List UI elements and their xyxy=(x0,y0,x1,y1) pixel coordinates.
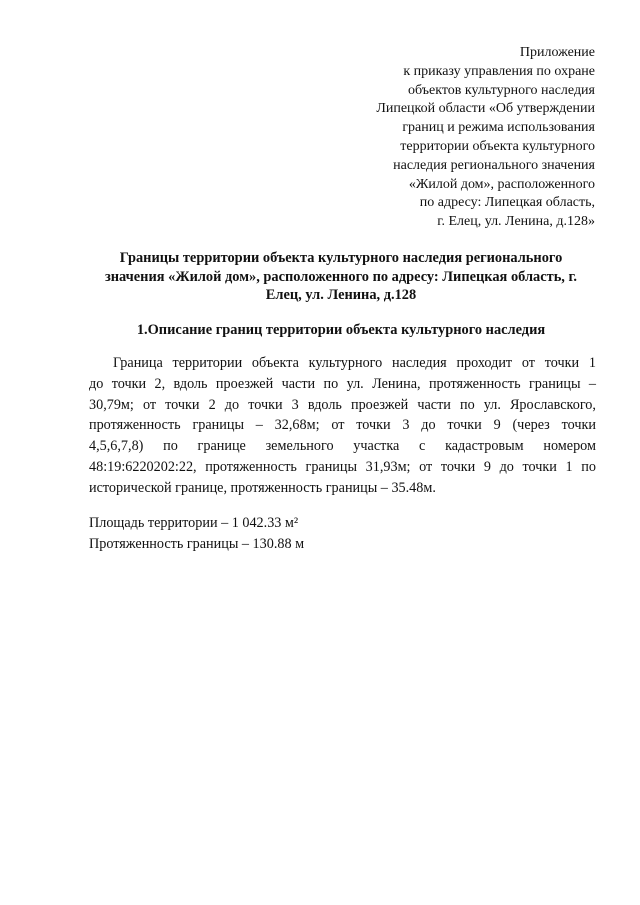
paragraph-word: объекта xyxy=(251,355,299,371)
paragraph-word: с xyxy=(419,438,426,455)
paragraph-word: территории xyxy=(172,355,243,371)
paragraph-word: границы xyxy=(305,458,358,475)
paragraph-word: – xyxy=(255,417,263,434)
paragraph-word: вдоль xyxy=(307,396,342,413)
paragraph-word: проезжей xyxy=(215,375,274,392)
paragraph-line xyxy=(89,415,596,436)
paragraph-word: 2, xyxy=(154,375,166,392)
paragraph-word: границы xyxy=(528,375,581,392)
paragraph-word: 31,93м; xyxy=(365,458,411,475)
paragraph-word: 1 xyxy=(588,355,596,371)
paragraph-word: от xyxy=(142,396,157,413)
paragraph-word: до xyxy=(421,417,436,434)
paragraph-word: части xyxy=(417,396,451,413)
appendix-block xyxy=(235,44,595,232)
paragraph-word: проходит xyxy=(456,355,513,371)
paragraph-word: 3 xyxy=(402,417,410,434)
section-heading: 1.Описание границ территории объекта культурного наследия xyxy=(136,322,546,338)
paragraph-word: 30,79м; xyxy=(89,396,134,413)
title-line: Границы территории объекта культурного наследия регионального xyxy=(119,250,563,266)
paragraph-word: точки xyxy=(356,417,391,434)
paragraph-word: ул. xyxy=(483,396,501,413)
paragraph-word: 32,68м; xyxy=(274,417,320,434)
paragraph-word: от xyxy=(419,458,433,475)
paragraph-word: 48:19:6220202:22, xyxy=(89,458,197,475)
appendix-line: Приложение xyxy=(519,45,595,60)
paragraph-line xyxy=(89,353,596,374)
paragraph-word: кадастровым xyxy=(445,438,524,455)
paragraph-line xyxy=(89,374,596,395)
paragraph-line xyxy=(89,457,596,478)
paragraph-word: по xyxy=(323,375,339,392)
paragraph-word: 4,5,6,7,8) xyxy=(89,438,144,455)
paragraph-word: от xyxy=(521,355,535,371)
paragraph-word: 9 xyxy=(483,458,491,475)
paragraph-word: 3 xyxy=(291,396,299,413)
paragraph-word: по xyxy=(459,396,475,413)
paragraph-word: ул. xyxy=(346,375,364,392)
appendix-line: территории объекта культурного xyxy=(400,138,595,154)
appendix-line: «Жилой дом», расположенного xyxy=(408,176,595,192)
paragraph-word: границы xyxy=(192,417,244,434)
paragraph-word: точки xyxy=(248,396,283,413)
paragraph-word: точки xyxy=(165,396,200,413)
paragraph-word: точки xyxy=(522,458,557,475)
appendix-line: наследия регионального значения xyxy=(393,157,595,173)
paragraph-word: точки xyxy=(447,417,482,434)
paragraph-word: до xyxy=(89,375,104,392)
title-line: Елец, ул. Ленина, д.128 xyxy=(265,287,417,303)
paragraph-word: наследия xyxy=(391,355,447,371)
paragraph-word: 2 xyxy=(208,396,216,413)
appendix-line: к приказу управления по охране xyxy=(403,63,595,79)
paragraph-word: Граница xyxy=(113,355,163,371)
paragraph-word: Ярославского, xyxy=(509,396,596,413)
paragraph-word: проезжей xyxy=(350,396,409,413)
paragraph-word: точки xyxy=(544,355,580,371)
paragraph-word: по xyxy=(581,458,596,475)
paragraph-word: участка xyxy=(353,438,400,455)
boundary-description xyxy=(89,353,596,499)
paragraph-word: от xyxy=(331,417,345,434)
paragraph-word: Ленина, xyxy=(372,375,421,392)
paragraph-word: точки xyxy=(111,375,147,392)
paragraph-word: номером xyxy=(543,438,596,455)
paragraph-word: – xyxy=(588,375,596,392)
paragraph-word: протяженность xyxy=(89,417,181,434)
paragraph-word: до xyxy=(499,458,514,475)
area-value: Площадь территории – 1 042.33 м² xyxy=(89,515,299,531)
paragraph-word: точки xyxy=(440,458,476,475)
appendix-line: г. Елец, ул. Ленина, д.128» xyxy=(437,214,595,230)
appendix-line: по адресу: Липецкая область, xyxy=(419,195,595,211)
paragraph-word: по xyxy=(163,438,178,455)
paragraph-word: 1 xyxy=(565,458,573,475)
paragraph-word: части xyxy=(281,375,316,392)
title-line: значения «Жилой дом», расположенного по адресу: Липецкая область, г. xyxy=(104,268,578,285)
paragraph-word: вдоль xyxy=(173,375,208,392)
paragraph-word: (через xyxy=(512,417,550,434)
perimeter-value: Протяженность границы – 130.88 м xyxy=(89,536,305,552)
appendix-line: Липецкой области «Об утверждении xyxy=(376,101,595,117)
appendix-line: границ и режима использования xyxy=(402,120,595,136)
document-title xyxy=(86,249,596,305)
paragraph-word: культурного xyxy=(308,355,383,371)
paragraph-word: протяженность xyxy=(205,458,297,475)
paragraph-word: до xyxy=(224,396,240,413)
paragraph-word: точки xyxy=(561,417,596,434)
appendix-line: объектов культурного наследия xyxy=(407,82,595,98)
paragraph-line xyxy=(89,395,596,416)
paragraph-word: земельного xyxy=(265,438,334,455)
paragraph-word: 9 xyxy=(493,417,501,434)
paragraph-word: границе xyxy=(197,438,246,455)
paragraph-line: исторической границе, протяженность границы – 35.48м. xyxy=(89,479,436,496)
paragraph-word: протяженность xyxy=(428,375,521,392)
territory-metrics xyxy=(89,513,304,555)
paragraph-line xyxy=(89,436,596,457)
